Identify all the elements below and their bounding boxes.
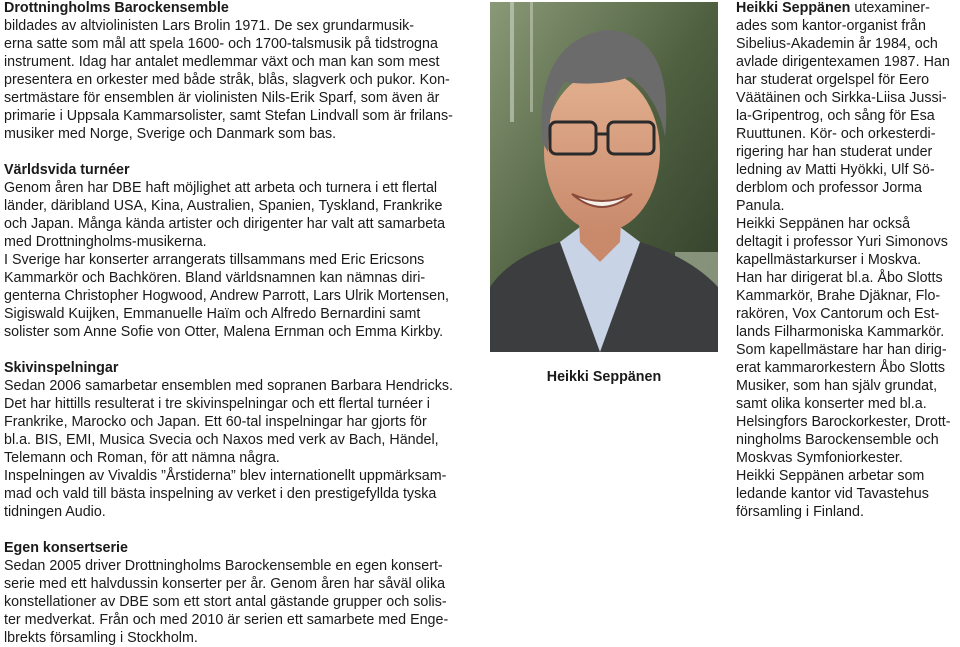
bio-line: erat kammarorkestern Åbo Slotts xyxy=(736,360,945,376)
bio-line: lands Filharmoniska Kammarkör. xyxy=(736,324,945,340)
intro-line: primarie i Uppsala Kammarsolister, samt Stefan Lindvall som är frilans- xyxy=(4,108,453,124)
intro-section xyxy=(4,0,476,143)
tours-line: genterna Christopher Hogwood, Andrew Parrott, Lars Ulrik Mortensen, xyxy=(4,288,450,304)
tours-line: och Japan. Många kända artister och dirigenter har valt att samarbeta xyxy=(4,216,446,232)
bio-line: ades som kantor-organist från xyxy=(736,18,926,34)
bio-line: Ruuttunen. Kör- och orkesterdi- xyxy=(736,126,936,142)
tours-line: solister som Anne Sofie von Otter, Malena Ernman och Emma Kirkby. xyxy=(4,324,444,340)
bio-first-line xyxy=(736,0,960,17)
tours-line: Sigiswald Kuijken, Emmanuelle Haïm och Alfredo Bernardini samt xyxy=(4,306,421,322)
bio-line: Väätäinen och Sirkka-Liisa Jussi- xyxy=(736,90,947,106)
concerts-section xyxy=(4,539,476,647)
recordings-heading: Skivinspelningar xyxy=(4,360,119,376)
bio-column xyxy=(736,0,960,521)
bio-line: ningholms Barockensemble och xyxy=(736,432,939,448)
bio-line: Sibelius-Akademin år 1984, och xyxy=(736,36,938,52)
bio-line: Helsingfors Barockorkester, Drott- xyxy=(736,414,951,430)
bio-first-line-rest: utexaminer- xyxy=(850,0,930,16)
portrait-illustration xyxy=(490,2,718,352)
recordings-line: Sedan 2006 samarbetar ensemblen med sopranen Barbara Hendricks. xyxy=(4,378,454,394)
concerts-line: serie med ett halvdussin konserter per år. Genom åren har såväl olika xyxy=(4,576,446,592)
bio-line: Panula. xyxy=(736,198,785,214)
bio-line: deltagit i professor Yuri Simonovs xyxy=(736,234,948,250)
intro-heading: Drottningholms Barockensemble xyxy=(4,0,229,16)
concerts-line: Sedan 2005 driver Drottningholms Barockensemble en egen konsert- xyxy=(4,558,443,574)
recordings-line: Det har hittills resulterat i tre skivinspelningar och ett flertal turnéer i xyxy=(4,396,430,412)
tours-line: I Sverige har konserter arrangerats tillsammans med Eric Ericsons xyxy=(4,252,425,268)
recordings-line: mad och vald till bästa inspelning av verket i den prestigefyllda tyska xyxy=(4,486,437,502)
bio-line: ledning av Matti Hyökki, Ulf Sö- xyxy=(736,162,935,178)
bio-line: derblom och professor Jorma xyxy=(736,180,922,196)
bio-line: Kammarkör, Brahe Djäknar, Flo- xyxy=(736,288,941,304)
bio-line: Moskvas Symfoniorkester. xyxy=(736,450,903,466)
concerts-line: lbrekts församling i Stockholm. xyxy=(4,630,198,646)
bio-line: Han har dirigerat bl.a. Åbo Slotts xyxy=(736,270,943,286)
intro-line: bildades av altviolinisten Lars Brolin 1971. De sex grundarmusik- xyxy=(4,18,415,34)
recordings-section xyxy=(4,359,476,521)
portrait-photo xyxy=(490,2,718,352)
tours-line: länder, däribland USA, Kina, Australien, Spanien, Tyskland, Frankrike xyxy=(4,198,443,214)
bio-line: ledande kantor vid Tavastehus xyxy=(736,486,929,502)
tours-line: Kammarkör och Bachkören. Bland världsnamnen kan nämnas diri- xyxy=(4,270,426,286)
intro-line: instrument. Idag har antalet medlemmar växt och man kan som mest xyxy=(4,54,440,70)
tours-line: med Drottningholms-musikerna. xyxy=(4,234,207,250)
tours-section xyxy=(4,161,476,341)
left-column xyxy=(4,0,476,539)
bio-line: samt olika konserter med bl.a. xyxy=(736,396,927,412)
bio-line: har studerat orgelspel för Eero xyxy=(736,72,930,88)
bio-name: Heikki Seppänen xyxy=(736,0,851,16)
bio-line: avlade dirigentexamen 1987. Han xyxy=(736,54,950,70)
bio-line: kapellmästarkurser i Moskva. xyxy=(736,252,922,268)
bio-line: la-Gripentrog, och sång för Esa xyxy=(736,108,935,124)
photo-caption: Heikki Seppänen xyxy=(546,369,662,385)
concerts-heading: Egen konsertserie xyxy=(4,540,128,556)
bio-line: Heikki Seppänen arbetar som xyxy=(736,468,925,484)
intro-line: sertmästare för ensemblen är violinisten Nils-Erik Sparf, som även är xyxy=(4,90,440,106)
bio-line: Musiker, som han själv grundat, xyxy=(736,378,938,394)
bio-line: rakören, Vox Cantorum och Est- xyxy=(736,306,940,322)
bio-line: Som kapellmästare har han dirig- xyxy=(736,342,947,358)
tours-heading: Världsvida turnéer xyxy=(4,162,130,178)
bio-line: församling i Finland. xyxy=(736,504,864,520)
recordings-line: Frankrike, Marocko och Japan. Ett 60-tal inspelningar har gjorts för xyxy=(4,414,427,430)
bio-line: Heikki Seppänen har också xyxy=(736,216,911,232)
concerts-line: konstellationer av DBE som ett stort antal gästande grupper och solis- xyxy=(4,594,447,610)
recordings-line: Telemann och Roman, för att nämna några. xyxy=(4,450,280,466)
recordings-line: tidningen Audio. xyxy=(4,504,106,520)
intro-line: presentera en orkester med både stråk, blås, slagverk och pukor. Kon- xyxy=(4,72,450,88)
recordings-line: Inspelningen av Vivaldis ”Årstiderna” blev internationellt uppmärksam- xyxy=(4,468,447,484)
tours-line: Genom åren har DBE haft möjlighet att arbeta och turnera i ett flertal xyxy=(4,180,438,196)
recordings-line: bl.a. BIS, EMI, Musica Svecia och Naxos med verk av Bach, Händel, xyxy=(4,432,439,448)
concerts-line: ter medverkat. Från och med 2010 är serien ett samarbete med Enge- xyxy=(4,612,449,628)
intro-line: musiker med Norge, Sverige och Danmark som bas. xyxy=(4,126,337,142)
bio-line: rigering har han studerat under xyxy=(736,144,933,160)
intro-line: erna satte som mål att spela 1600- och 1700-talsmusik på tidstrogna xyxy=(4,36,438,52)
